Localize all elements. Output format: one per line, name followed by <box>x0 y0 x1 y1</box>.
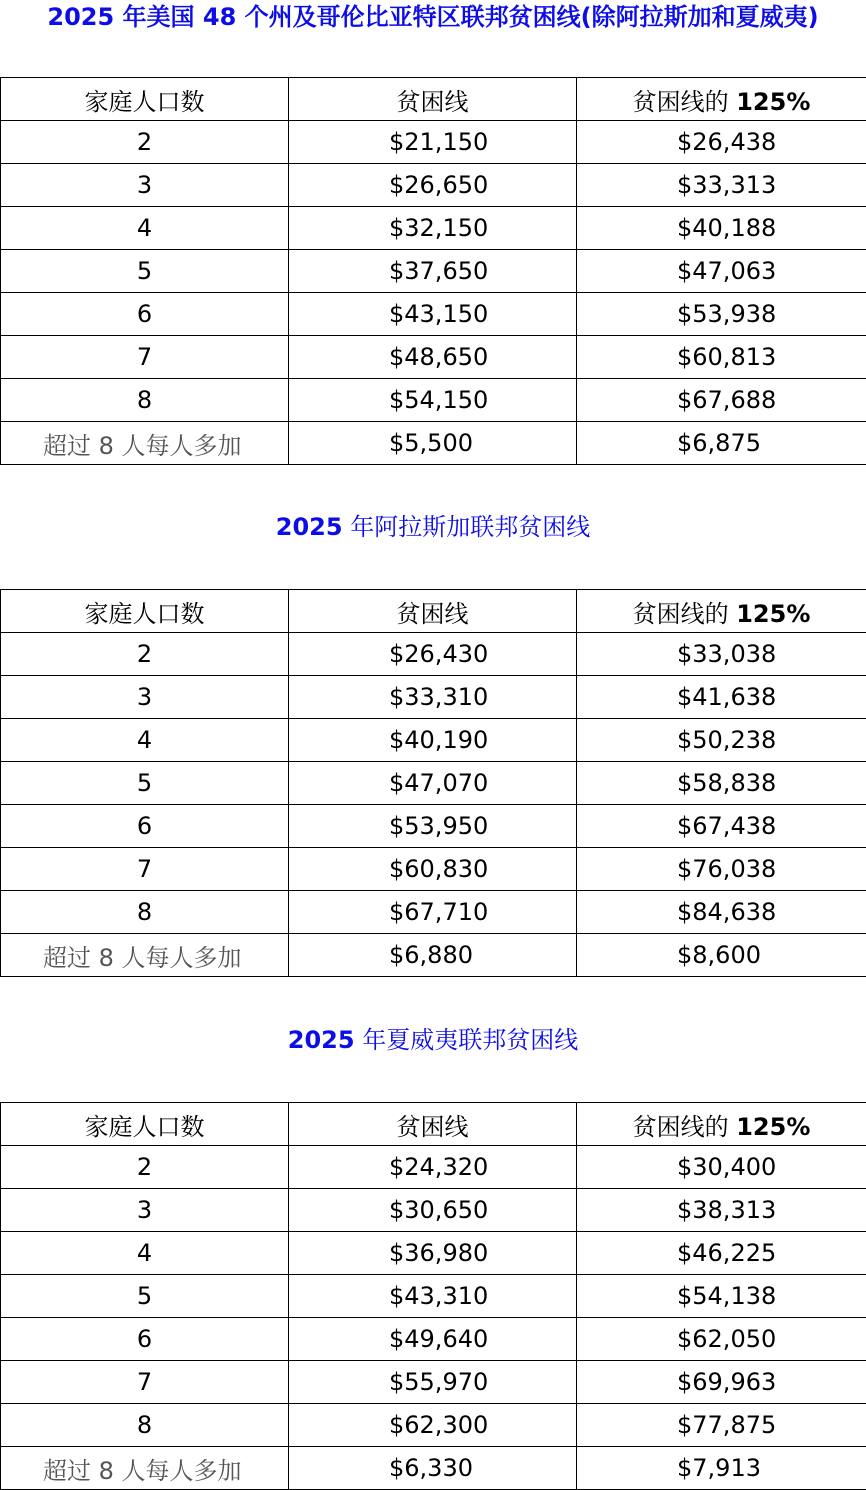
poverty-table-contiguous <box>0 77 866 465</box>
title-text: 年夏威夷联邦贫困线 <box>355 1026 579 1054</box>
poverty-125-cell: $40,188 <box>577 207 866 250</box>
header-125-prefix: 贫困线的 <box>633 1113 729 1141</box>
poverty-line-cell: $26,430 <box>289 633 577 676</box>
table-row <box>1 293 866 336</box>
household-size-cell: 5 <box>1 762 289 805</box>
poverty-125-cell: $33,038 <box>577 633 866 676</box>
household-size-cell: 5 <box>1 250 289 293</box>
title-year: 2025 <box>47 3 114 31</box>
poverty-125-cell: $76,038 <box>577 848 866 891</box>
poverty-125-cell: $60,813 <box>577 336 866 379</box>
poverty-125-cell: $7,913 <box>577 1447 866 1490</box>
table-row <box>1 805 866 848</box>
header-poverty-line-125 <box>577 590 866 633</box>
section-title-alaska <box>0 512 866 542</box>
header-125-pct: 125% <box>736 88 810 116</box>
poverty-125-cell: $67,688 <box>577 379 866 422</box>
poverty-125-cell: $54,138 <box>577 1275 866 1318</box>
header-poverty-line: 贫困线 <box>289 78 577 121</box>
section-title-contiguous <box>0 2 866 32</box>
poverty-line-cell: $62,300 <box>289 1404 577 1447</box>
table-row <box>1 676 866 719</box>
poverty-line-cell: $40,190 <box>289 719 577 762</box>
title-text: 年阿拉斯加联邦贫困线 <box>343 513 591 541</box>
poverty-line-cell: $67,710 <box>289 891 577 934</box>
table-row-extra-person <box>1 934 866 977</box>
household-size-cell: 7 <box>1 336 289 379</box>
household-size-cell: 超过 8 人每人多加 <box>1 1447 289 1490</box>
table-row <box>1 1275 866 1318</box>
poverty-line-cell: $43,310 <box>289 1275 577 1318</box>
poverty-125-cell: $67,438 <box>577 805 866 848</box>
household-size-cell: 2 <box>1 1146 289 1189</box>
household-size-cell: 7 <box>1 848 289 891</box>
poverty-line-cell: $36,980 <box>289 1232 577 1275</box>
household-size-cell: 4 <box>1 1232 289 1275</box>
poverty-line-cell: $21,150 <box>289 121 577 164</box>
poverty-line-cell: $53,950 <box>289 805 577 848</box>
poverty-line-cell: $54,150 <box>289 379 577 422</box>
poverty-125-cell: $41,638 <box>577 676 866 719</box>
poverty-125-cell: $84,638 <box>577 891 866 934</box>
table-header-row <box>1 78 866 121</box>
household-size-cell: 3 <box>1 164 289 207</box>
poverty-line-cell: $26,650 <box>289 164 577 207</box>
header-125-prefix: 贫困线的 <box>633 600 729 628</box>
header-poverty-line-125 <box>577 1103 866 1146</box>
poverty-line-cell: $37,650 <box>289 250 577 293</box>
poverty-line-cell: $5,500 <box>289 422 577 465</box>
poverty-line-cell: $32,150 <box>289 207 577 250</box>
poverty-125-cell: $8,600 <box>577 934 866 977</box>
poverty-table-alaska <box>0 589 866 977</box>
household-size-cell: 2 <box>1 121 289 164</box>
header-household-size: 家庭人口数 <box>1 590 289 633</box>
household-size-cell: 超过 8 人每人多加 <box>1 934 289 977</box>
table-row <box>1 719 866 762</box>
household-size-cell: 8 <box>1 1404 289 1447</box>
poverty-line-cell: $43,150 <box>289 293 577 336</box>
poverty-line-cell: $55,970 <box>289 1361 577 1404</box>
table-row <box>1 1232 866 1275</box>
poverty-line-cell: $30,650 <box>289 1189 577 1232</box>
table-row <box>1 379 866 422</box>
section-title-hawaii <box>0 1025 866 1055</box>
table-row <box>1 1404 866 1447</box>
household-size-cell: 超过 8 人每人多加 <box>1 422 289 465</box>
table-row <box>1 207 866 250</box>
header-poverty-line: 贫困线 <box>289 1103 577 1146</box>
household-size-cell: 8 <box>1 379 289 422</box>
household-size-cell: 6 <box>1 1318 289 1361</box>
table-row-extra-person <box>1 422 866 465</box>
poverty-line-cell: $6,880 <box>289 934 577 977</box>
header-household-size: 家庭人口数 <box>1 1103 289 1146</box>
header-125-prefix: 贫困线的 <box>633 88 729 116</box>
poverty-125-cell: $50,238 <box>577 719 866 762</box>
table-row <box>1 121 866 164</box>
poverty-line-cell: $49,640 <box>289 1318 577 1361</box>
household-size-cell: 6 <box>1 293 289 336</box>
table-row <box>1 1361 866 1404</box>
poverty-line-cell: $48,650 <box>289 336 577 379</box>
poverty-line-cell: $60,830 <box>289 848 577 891</box>
title-year: 2025 <box>276 513 343 541</box>
table-row <box>1 250 866 293</box>
title-text: 年美国 48 个州及哥伦比亚特区联邦贫困线(除阿拉斯加和夏威夷) <box>114 3 818 31</box>
poverty-125-cell: $77,875 <box>577 1404 866 1447</box>
household-size-cell: 3 <box>1 676 289 719</box>
table-header-row <box>1 1103 866 1146</box>
household-size-cell: 5 <box>1 1275 289 1318</box>
table-row <box>1 1318 866 1361</box>
household-size-cell: 2 <box>1 633 289 676</box>
poverty-125-cell: $6,875 <box>577 422 866 465</box>
header-household-size: 家庭人口数 <box>1 78 289 121</box>
table-row <box>1 891 866 934</box>
table-row <box>1 1189 866 1232</box>
poverty-125-cell: $58,838 <box>577 762 866 805</box>
table-row <box>1 1146 866 1189</box>
poverty-line-cell: $24,320 <box>289 1146 577 1189</box>
poverty-line-cell: $33,310 <box>289 676 577 719</box>
poverty-125-cell: $69,963 <box>577 1361 866 1404</box>
poverty-125-cell: $26,438 <box>577 121 866 164</box>
household-size-cell: 3 <box>1 1189 289 1232</box>
poverty-125-cell: $62,050 <box>577 1318 866 1361</box>
household-size-cell: 8 <box>1 891 289 934</box>
poverty-125-cell: $47,063 <box>577 250 866 293</box>
poverty-125-cell: $38,313 <box>577 1189 866 1232</box>
table-row <box>1 848 866 891</box>
header-125-pct: 125% <box>736 1113 810 1141</box>
table-row <box>1 762 866 805</box>
poverty-line-cell: $47,070 <box>289 762 577 805</box>
table-row <box>1 336 866 379</box>
header-poverty-line: 贫困线 <box>289 590 577 633</box>
household-size-cell: 4 <box>1 719 289 762</box>
poverty-table-hawaii <box>0 1102 866 1490</box>
title-year: 2025 <box>288 1026 355 1054</box>
household-size-cell: 4 <box>1 207 289 250</box>
table-header-row <box>1 590 866 633</box>
header-125-pct: 125% <box>736 600 810 628</box>
household-size-cell: 7 <box>1 1361 289 1404</box>
table-row <box>1 164 866 207</box>
table-row <box>1 633 866 676</box>
poverty-line-cell: $6,330 <box>289 1447 577 1490</box>
poverty-125-cell: $46,225 <box>577 1232 866 1275</box>
poverty-125-cell: $30,400 <box>577 1146 866 1189</box>
household-size-cell: 6 <box>1 805 289 848</box>
header-poverty-line-125 <box>577 78 866 121</box>
poverty-125-cell: $53,938 <box>577 293 866 336</box>
table-row-extra-person <box>1 1447 866 1490</box>
poverty-125-cell: $33,313 <box>577 164 866 207</box>
